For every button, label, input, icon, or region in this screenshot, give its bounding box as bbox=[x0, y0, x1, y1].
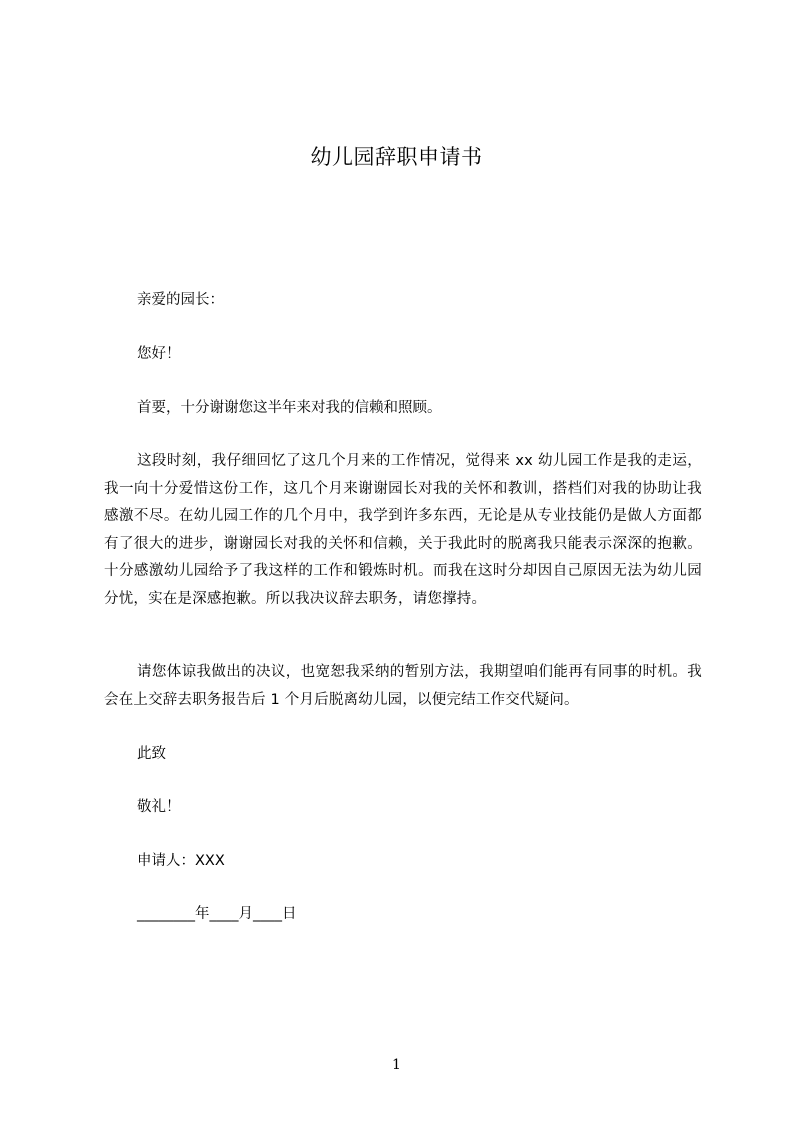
applicant-line: 申请人：XXX bbox=[137, 853, 225, 869]
greeting: 您好！ bbox=[137, 346, 181, 362]
closing-ci-zhi: 此致 bbox=[137, 746, 166, 762]
paragraph-body-request: 请您体谅我做出的决议，也宽恕我采纳的暂别方法，我期望咱们能再有同事的时机。我会在上交辞去职务报告后 1 个月后脱离幼儿园，以便完结工作交代疑问。 bbox=[104, 664, 702, 708]
paragraph-body-main: 这段时刻，我仔细回忆了这几个月来的工作情况，觉得来 xx 幼儿园工作是我的走运，我一向十分爱惜这份工作，这几个月来谢谢园长对我的关怀和教训，搭档们对我的协助让我感激不尽。在幼儿园工作的几个月中，我学到许多东西，无论是从专业技能仍是做人方面都有了很大的进步，谢谢园长对我的关怀和信赖，关于我此时的脱离我只能表示深深的抱歉。十分感激幼儿园给予了我这样的工作和锻炼时机。而我在这时分却因自己原因无法为幼儿园分忧，实在是深感抱歉。所以我决议辞去职务，请您撑持。 bbox=[104, 453, 702, 607]
closing-jing-li: 敬礼！ bbox=[137, 799, 181, 815]
paragraph-thanks: 首要，十分谢谢您这半年来对我的信赖和照顾。 bbox=[137, 400, 442, 416]
page-title: 幼儿园辞职申请书 bbox=[310, 145, 483, 169]
date-line: ________年____月____日 bbox=[137, 906, 297, 922]
page-number: 1 bbox=[392, 1057, 401, 1073]
salutation: 亲爱的园长： bbox=[137, 292, 224, 308]
